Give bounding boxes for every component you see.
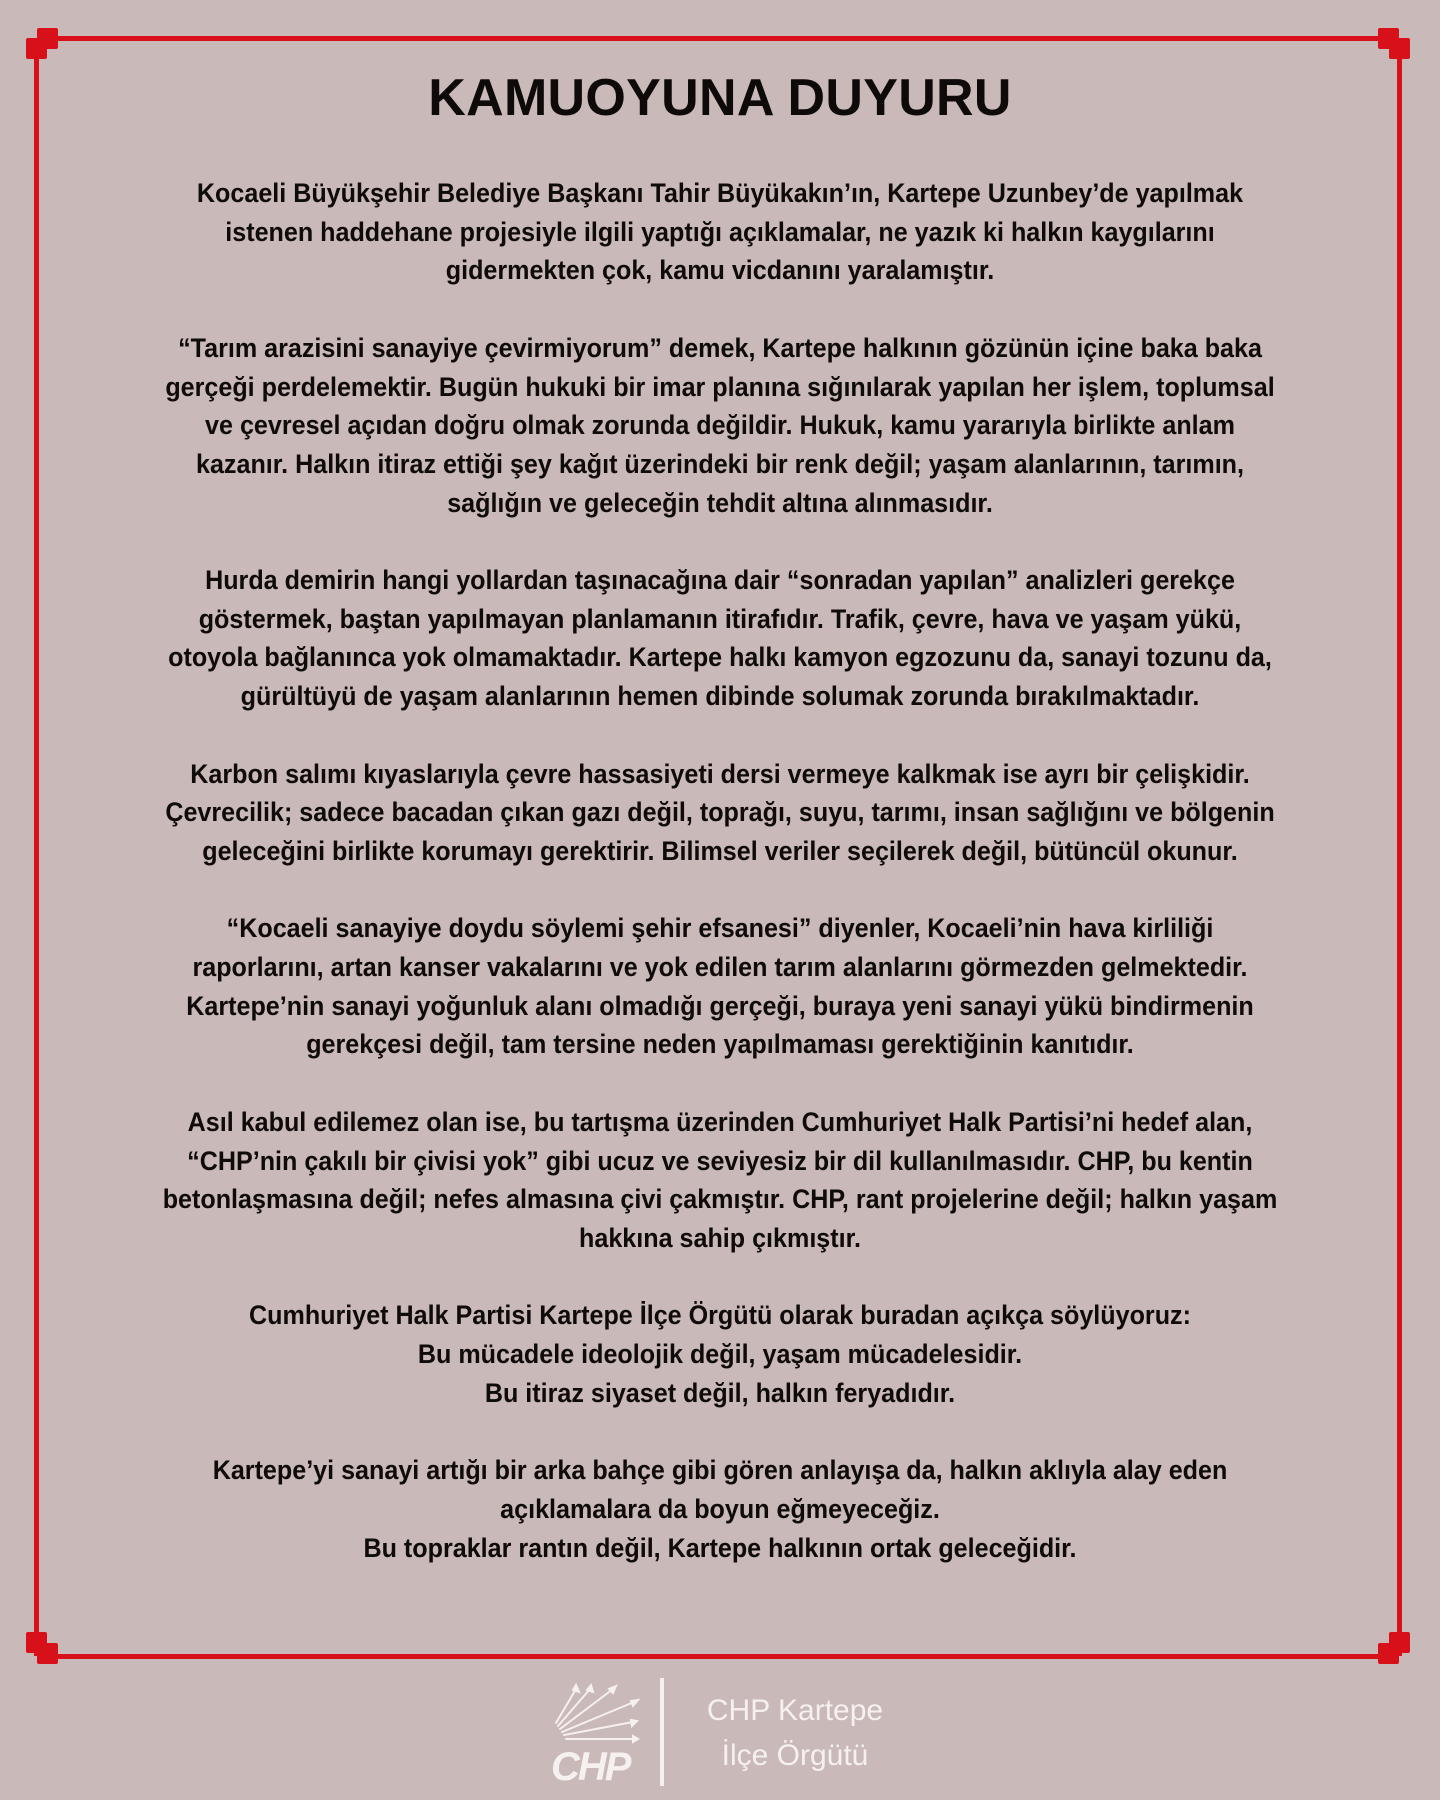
text-line: Bu topraklar rantın değil, Kartepe halkının ortak geleceğidir.: [363, 1532, 1077, 1563]
text-line: Karbon salımı kıyaslarıyla çevre hassasiyeti dersi vermeye kalkmak ise ayrı bir çelişkidir.: [190, 758, 1250, 789]
frame-bottom: [40, 1654, 1398, 1659]
text-line: geleceğini birlikte korumayı gerektirir. Bilimsel veriler seçilerek değil, bütüncül okunur.: [202, 835, 1238, 866]
text-line: “Kocaeli sanayiye doydu söylemi şehir efsanesi” diyenler, Kocaeli’nin hava kirliliği: [226, 913, 1214, 944]
paragraph-7: [60, 1296, 1380, 1412]
paragraph-2: [60, 329, 1380, 523]
footer-divider: [660, 1678, 664, 1786]
text-line: “Tarım arazisini sanayiye çevirmiyorum” demek, Kartepe halkının gözünün içine baka baka: [178, 332, 1262, 363]
frame-right: [1397, 40, 1402, 1656]
text-line: Bu mücadele ideolojik değil, yaşam mücadelesidir.: [417, 1339, 1023, 1369]
text-line: gidermekten çok, kamu vicdanını yaralamıştır.: [445, 255, 995, 286]
org-line-2: İlçe Örgütü: [721, 1739, 869, 1772]
text-line: betonlaşmasına değil; nefes almasına çivi çakmıştır. CHP, rant projelerine değil; halkın yaşam: [162, 1184, 1278, 1215]
text-line: Kocaeli Büyükşehir Belediye Başkanı Tahir Büyükakın’ın, Kartepe Uzunbey’de yapılmak: [196, 178, 1244, 208]
text-line: açıklamalara da boyun eğmeyeceğiz.: [500, 1493, 940, 1524]
text-line: hakkına sahip çıkmıştır.: [579, 1222, 861, 1253]
text-line: istenen haddehane projesiyle ilgili yaptığı açıklamalar, ne yazık ki halkın kaygılarını: [225, 216, 1215, 247]
document-title: KAMUOYUNA DUYURU: [428, 69, 1012, 127]
text-line: Bu itiraz siyaset değil, halkın feryadıdır.: [484, 1377, 956, 1408]
text-line: Kartepe’yi sanayi artığı bir arka bahçe gibi gören anlayışa da, halkın aklıyla alay eden: [212, 1455, 1228, 1486]
text-line: gerçeği perdelemektir. Bugün hukuki bir imar planına sığınılarak yapılan her işlem, toplumsal: [165, 371, 1275, 402]
text-line: raporlarını, artan kanser vakalarını ve yok edilen tarım alanlarını görmezden gelmektedir.: [192, 952, 1248, 982]
text-line: otoyola bağlanınca yok olmamaktadır. Kartepe halkı kamyon egzozunu da, sanayi tozunu da,: [168, 642, 1272, 673]
text-line: sağlığın ve geleceğin tehdit altına alınmasıdır.: [447, 487, 993, 518]
paragraph-4: [60, 755, 1380, 871]
text-line: “CHP’nin çakılı bir çivisi yok” gibi ucuz ve seviyesiz bir dil kullanılmasıdır. CHP, bu kentin: [187, 1145, 1253, 1176]
text-line: kazanır. Halkın itiraz ettiği şey kağıt üzerindeki bir renk değil; yaşam alanlarının, tarımın,: [195, 448, 1244, 479]
paragraph-8: [60, 1451, 1380, 1567]
six-arrows-icon: [548, 1675, 648, 1750]
chp-logo-text: CHP: [551, 1745, 630, 1789]
frame-left: [34, 40, 39, 1656]
text-line: gürültüyü de yaşam alanlarının hemen dibinde solumak zorunda bırakılmaktadır.: [240, 681, 1200, 712]
text-line: Hurda demirin hangi yollardan taşınacağına dair “sonradan yapılan” analizleri gerekçe: [205, 565, 1235, 595]
frame-top: [40, 36, 1398, 41]
text-line: Cumhuriyet Halk Partisi Kartepe İlçe Örgütü olarak buradan açıkça söylüyoruz:: [249, 1300, 1191, 1331]
paragraph-1: [60, 174, 1380, 290]
paragraph-3: [60, 561, 1380, 716]
announcement-body: [60, 174, 1380, 1606]
paragraph-6: [60, 1103, 1380, 1258]
text-line: Asıl kabul edilemez olan ise, bu tartışma üzerinden Cumhuriyet Halk Partisi’ni hedef alan,: [187, 1106, 1253, 1137]
text-line: gerekçesi değil, tam tersine neden yapılmaması gerektiğinin kanıtıdır.: [306, 1029, 1134, 1060]
org-line-1: CHP Kartepe: [706, 1694, 884, 1727]
paragraph-5: [60, 909, 1380, 1064]
text-line: göstermek, baştan yapılmayan planlamanın itirafıdır. Trafik, çevre, hava ve yaşam yükü,: [198, 603, 1242, 634]
organization-name: [690, 1688, 900, 1778]
text-line: Çevrecilik; sadece bacadan çıkan gazı değil, toprağı, suyu, tarımı, insan sağlığını ve bölgenin: [165, 797, 1275, 828]
text-line: ve çevresel açıdan doğru olmak zorunda değildir. Hukuk, kamu yararıyla birlikte anlam: [205, 410, 1235, 441]
text-line: Kartepe’nin sanayi yoğunluk alanı olmadığı gerçeği, buraya yeni sanayi yükü bindirmenin: [186, 990, 1254, 1021]
chp-logo: [548, 1675, 648, 1790]
